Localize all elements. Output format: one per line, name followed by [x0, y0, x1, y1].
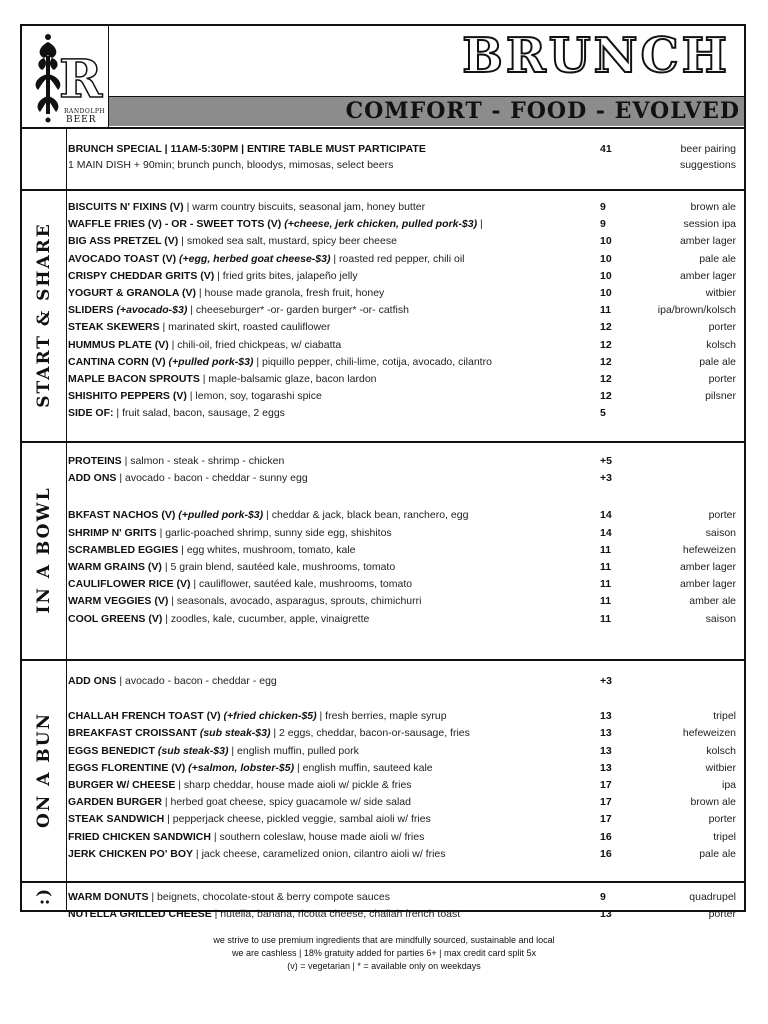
menu-item-name: CHALLAH FRENCH TOAST (V)	[68, 710, 224, 723]
beer-pairing: kolsch	[706, 744, 736, 757]
menu-item-description: | avocado - bacon - cheddar - egg	[116, 675, 277, 687]
section-label: IN A BOWL	[34, 486, 54, 614]
menu-item-row	[66, 470, 744, 486]
menu-item-description: | english muffin, sauteed kale	[294, 761, 433, 774]
menu-item-description: | 5 grain blend, sautéed kale, mushrooms, tomato	[161, 561, 396, 573]
randolph-beer-logo	[22, 26, 109, 127]
logo-text-randolph: RANDOLPH	[64, 108, 106, 115]
menu-item-price: 14	[600, 526, 612, 539]
menu-item-row	[66, 285, 744, 301]
menu-item-name: COOL GREENS (V)	[68, 612, 163, 625]
menu-item-price: 11	[600, 561, 612, 573]
tagline-banner	[109, 96, 744, 126]
menu-item-name: ADD ONS	[68, 675, 117, 687]
menu-item-row	[66, 708, 744, 724]
menu-item-price: 12	[600, 355, 612, 368]
menu-item-description: | garlic-poached shrimp, sunny side egg, shishitos	[156, 526, 392, 539]
menu-item-price: 17	[600, 779, 612, 791]
menu-item-name: STEAK SANDWICH	[68, 813, 165, 826]
footer-line-1: we strive to use premium ingredients that are mindfully sourced, sustainable and local	[213, 935, 555, 945]
menu-item-row	[66, 268, 744, 284]
menu-item-description: | herbed goat cheese, spicy guacamole w/ side salad	[161, 796, 411, 809]
menu-item-addon: (+avocado-$3)	[116, 304, 188, 317]
beer-pairing: amber lager	[679, 578, 736, 591]
menu-item-price: 10	[600, 269, 612, 282]
menu-item-row	[66, 794, 744, 810]
menu-item-row	[66, 611, 744, 627]
menu-item-row	[66, 507, 744, 523]
menu-item-row	[66, 319, 744, 335]
special-row-1	[66, 141, 744, 157]
beer-pairing: amber lager	[679, 235, 736, 248]
menu-item-price: 11	[600, 595, 612, 608]
menu-item-row	[66, 760, 744, 776]
menu-item-description: | piquillo pepper, chili-lime, cotija, avocado, cilantro	[253, 355, 492, 368]
beer-pairing: porter	[708, 908, 736, 921]
menu-item-description: | roasted red pepper, chili oil	[330, 252, 465, 265]
menu-item-name: CRISPY CHEDDAR GRITS (V)	[68, 269, 215, 282]
menu-item-description: | marinated skirt, roasted cauliflower	[159, 321, 331, 334]
menu-item-row	[66, 559, 744, 575]
menu-item-row	[66, 846, 744, 862]
section-label: :)	[34, 886, 54, 905]
menu-item-price: 12	[600, 321, 612, 334]
menu-item-name: EGGS BENEDICT	[68, 744, 158, 757]
menu-item-description: | smoked sea salt, mustard, spicy beer cheese	[178, 235, 397, 248]
menu-item-addon: (+pulled pork-$3)	[178, 509, 264, 522]
menu-item-description: | fresh berries, maple syrup	[316, 710, 447, 723]
menu-item-description: | fried grits bites, jalapeño jelly	[214, 269, 358, 282]
beer-pairing: pilsner	[705, 390, 736, 403]
menu-item-description: | beignets, chocolate-stout & berry compote sauces	[148, 891, 390, 903]
menu-item-name: WARM VEGGIES (V)	[68, 595, 169, 608]
menu-item-row	[66, 777, 744, 793]
logo-letter: R	[59, 49, 103, 110]
menu-item-row	[66, 743, 744, 759]
beer-pairing: saison	[705, 526, 736, 539]
special-label-cell	[22, 127, 67, 189]
menu-item-row	[66, 405, 744, 421]
menu-item-price: 13	[600, 710, 612, 723]
menu-item-row	[66, 337, 744, 353]
menu-item-name: CANTINA CORN (V)	[68, 355, 169, 368]
beer-pairing: ipa/brown/kolsch	[657, 304, 736, 317]
menu-item-name: SLIDERS	[68, 304, 117, 317]
menu-item-price: 10	[600, 252, 612, 265]
menu-item-row	[66, 371, 744, 387]
section-label: START & SHARE	[34, 222, 54, 408]
menu-item-addon: (+salmon, lobster-$5)	[188, 761, 295, 774]
beer-pairing: brown ale	[690, 201, 736, 213]
menu-item-price: 11	[600, 612, 612, 625]
menu-item-row	[66, 216, 744, 232]
menu-item-name: AVOCADO TOAST (V)	[68, 252, 180, 265]
menu-item-addon: (sub steak-$3)	[199, 727, 271, 740]
beer-pairing: witbier	[705, 287, 736, 299]
menu-item-description: | fruit salad, bacon, sausage, 2 eggs	[113, 407, 285, 420]
menu-item-description: |	[477, 218, 483, 231]
menu-item-price: +3	[600, 472, 612, 485]
menu-item-description: | salmon - steak - shrimp - chicken	[121, 455, 285, 467]
section-start-share	[22, 189, 744, 443]
menu-item-description: | maple-balsamic glaze, bacon lardon	[199, 373, 377, 385]
menu-item-price: 11	[600, 543, 612, 556]
menu-item-name: MAPLE BACON SPROUTS	[68, 373, 200, 385]
menu-item-price: 10	[600, 235, 612, 248]
menu-item-price: 12	[600, 338, 612, 351]
special-description: 1 MAIN DISH + 90min; brunch punch, bloodys, mimosas, select beers	[68, 159, 394, 171]
menu-item-price: 12	[600, 390, 612, 403]
menu-item-addon: (+pulled pork-$3)	[168, 355, 254, 368]
menu-item-row	[66, 388, 744, 404]
menu-item-name: JERK CHICKEN PO' BOY	[68, 847, 194, 860]
beer-pairing: porter	[708, 373, 736, 385]
menu-item-name: FRIED CHICKEN SANDWICH	[68, 830, 211, 843]
menu-header	[22, 26, 744, 129]
menu-item-name: PROTEINS	[68, 455, 122, 467]
beer-pairing: kolsch	[706, 338, 736, 351]
menu-item-row	[66, 233, 744, 249]
special-title: BRUNCH SPECIAL | 11AM-5:30PM | ENTIRE TABLE MUST PARTICIPATE	[68, 143, 426, 155]
menu-item-row	[66, 725, 744, 741]
beer-pairing: ipa	[721, 779, 736, 791]
menu-item-name: WARM GRAINS (V)	[68, 561, 162, 573]
menu-item-name: WARM DONUTS	[68, 891, 149, 903]
menu-item-row	[66, 453, 744, 469]
menu-item-row	[66, 829, 744, 845]
special-price: 41	[600, 143, 612, 155]
menu-item-description: | chili-oil, fried chickpeas, w/ ciabatta	[168, 338, 342, 351]
menu-item-price: +3	[600, 675, 612, 687]
beer-pairing-label-2: suggestions	[679, 159, 736, 171]
beer-pairing: amber ale	[689, 595, 736, 608]
menu-item-row	[66, 593, 744, 609]
menu-item-price: 5	[600, 407, 606, 420]
beer-pairing: hefeweizen	[682, 727, 736, 740]
menu-item-row	[66, 354, 744, 370]
menu-item-name: ADD ONS	[68, 472, 117, 485]
menu-item-row	[66, 542, 744, 558]
menu-item-description: | pepperjack cheese, pickled veggie, sambal aioli w/ fries	[164, 813, 431, 826]
menu-item-description: | 2 eggs, cheddar, bacon-or-sausage, fries	[270, 727, 470, 740]
menu-item-name: BREAKFAST CROISSANT	[68, 727, 200, 740]
beer-pairing: saison	[705, 612, 736, 625]
menu-item-description: | lemon, soy, togarashi spice	[186, 390, 322, 403]
section-on-a-bun	[22, 659, 744, 883]
menu-item-price: 17	[600, 796, 612, 809]
menu-item-name: WAFFLE FRIES (V) - OR - SWEET TOTS (V)	[68, 218, 285, 231]
menu-item-description: | avocado - bacon - cheddar - sunny egg	[116, 472, 308, 485]
section-label: ON A BUN	[34, 711, 54, 829]
menu-item-name: GARDEN BURGER	[68, 796, 162, 809]
menu-item-row	[66, 906, 744, 922]
beer-pairing: tripel	[713, 830, 736, 843]
menu-title: BRUNCH	[462, 28, 730, 84]
menu-item-name: STEAK SKEWERS	[68, 321, 160, 334]
beer-pairing-label: beer pairing	[680, 143, 736, 155]
menu-item-name: SIDE OF:	[68, 407, 114, 420]
menu-item-price: +5	[600, 455, 612, 467]
beer-pairing: pale ale	[699, 847, 736, 860]
menu-item-description: | southern coleslaw, house made aioli w/ fries	[210, 830, 425, 843]
special-row-2	[66, 157, 744, 173]
menu-item-name: BKFAST NACHOS (V)	[68, 509, 179, 522]
beer-pairing: witbier	[705, 761, 736, 774]
menu-item-name: CAULIFLOWER RICE (V)	[68, 578, 191, 591]
menu-item-description: | house made granola, fresh fruit, honey	[195, 287, 385, 299]
menu-item-addon: (+egg, herbed goat cheese-$3)	[179, 252, 331, 265]
menu-item-price: 14	[600, 509, 612, 522]
menu-item-price: 9	[600, 201, 606, 213]
menu-item-row	[66, 673, 744, 689]
menu-item-name: EGGS FLORENTINE (V)	[68, 761, 189, 774]
menu-item-description: | sharp cheddar, house made aioli w/ pickle & fries	[175, 779, 412, 791]
menu-item-row	[66, 811, 744, 827]
menu-item-price: 13	[600, 761, 612, 774]
menu-item-name: BURGER W/ CHEESE	[68, 779, 176, 791]
beer-pairing: porter	[708, 813, 736, 826]
menu-item-price: 17	[600, 813, 612, 826]
menu-item-row	[66, 251, 744, 267]
menu-item-name: YOGURT & GRANOLA (V)	[68, 287, 196, 299]
menu-item-price: 12	[600, 373, 612, 385]
menu-item-description: | cheeseburger* -or- garden burger* -or- catfish	[187, 304, 409, 317]
menu-item-price: 16	[600, 847, 612, 860]
menu-item-description: | warm country biscuits, seasonal jam, honey butter	[183, 201, 426, 213]
menu-item-name: BISCUITS N' FIXINS (V)	[68, 201, 184, 213]
beer-pairing: pale ale	[699, 252, 736, 265]
beer-pairing: hefeweizen	[682, 543, 736, 556]
menu-item-name: NUTELLA GRILLED CHEESE	[68, 908, 212, 921]
brunch-special-section	[22, 127, 744, 191]
menu-item-addon: (+fried chicken-$5)	[223, 710, 317, 723]
menu-card	[20, 24, 746, 921]
menu-item-price: 13	[600, 744, 612, 757]
menu-item-price: 11	[600, 304, 612, 317]
menu-item-description: | zoodles, kale, cucumber, apple, vinaigrette	[162, 612, 370, 625]
tagline: COMFORT - FOOD - EVOLVED	[345, 98, 740, 124]
menu-item-row	[66, 302, 744, 318]
menu-item-description: | english muffin, pulled pork	[228, 744, 359, 757]
menu-item-name: SHRIMP N' GRITS	[68, 526, 157, 539]
menu-item-row	[66, 525, 744, 541]
menu-item-price: 16	[600, 830, 612, 843]
beer-pairing: porter	[708, 321, 736, 334]
menu-item-price: 9	[600, 891, 606, 903]
footer-line-3: (v) = vegetarian | * = available only on weekdays	[287, 961, 481, 971]
beer-pairing: session ipa	[683, 218, 736, 231]
menu-item-row	[66, 576, 744, 592]
section-dessert	[22, 881, 744, 921]
menu-item-name: SCRAMBLED EGGIES	[68, 543, 179, 556]
menu-item-price: 11	[600, 578, 612, 591]
menu-item-addon: (+cheese, jerk chicken, pulled pork-$3)	[284, 218, 478, 231]
section-in-a-bowl	[22, 441, 744, 661]
menu-item-description: | seasonals, avocado, asparagus, sprouts, chimichurri	[168, 595, 422, 608]
beer-pairing: pale ale	[699, 355, 736, 368]
beer-pairing: brown ale	[690, 796, 736, 809]
menu-item-name: BIG ASS PRETZEL (V)	[68, 235, 179, 248]
footer-line-2: we are cashless | 18% gratuity added for parties 6+ | max credit card split 5x	[231, 948, 537, 958]
menu-item-price: 13	[600, 727, 612, 740]
menu-item-price: 13	[600, 908, 612, 921]
menu-item-description: | cauliflower, sautéed kale, mushrooms, tomato	[190, 578, 413, 591]
logo-text-beer: BEER	[66, 115, 97, 125]
menu-item-addon: (sub steak-$3)	[157, 744, 229, 757]
menu-item-row	[66, 199, 744, 215]
menu-item-name: HUMMUS PLATE (V)	[68, 338, 169, 351]
beer-pairing: quadrupel	[689, 891, 736, 903]
menu-item-price: 10	[600, 287, 612, 299]
menu-item-description: | nutella, banana, ricotta cheese, challah french toast	[211, 908, 461, 921]
menu-item-description: | jack cheese, caramelized onion, cilantro aioli w/ fries	[193, 847, 446, 860]
menu-item-name: SHISHITO PEPPERS (V)	[68, 390, 187, 403]
beer-pairing: porter	[708, 509, 736, 522]
beer-pairing: amber lager	[679, 269, 736, 282]
menu-item-description: | cheddar & jack, black bean, ranchero, egg	[263, 509, 469, 522]
menu-item-description: | egg whites, mushroom, tomato, kale	[178, 543, 356, 556]
menu-item-row	[66, 889, 744, 905]
beer-pairing: amber lager	[679, 561, 736, 573]
menu-item-price: 9	[600, 218, 606, 231]
beer-pairing: tripel	[713, 710, 736, 723]
